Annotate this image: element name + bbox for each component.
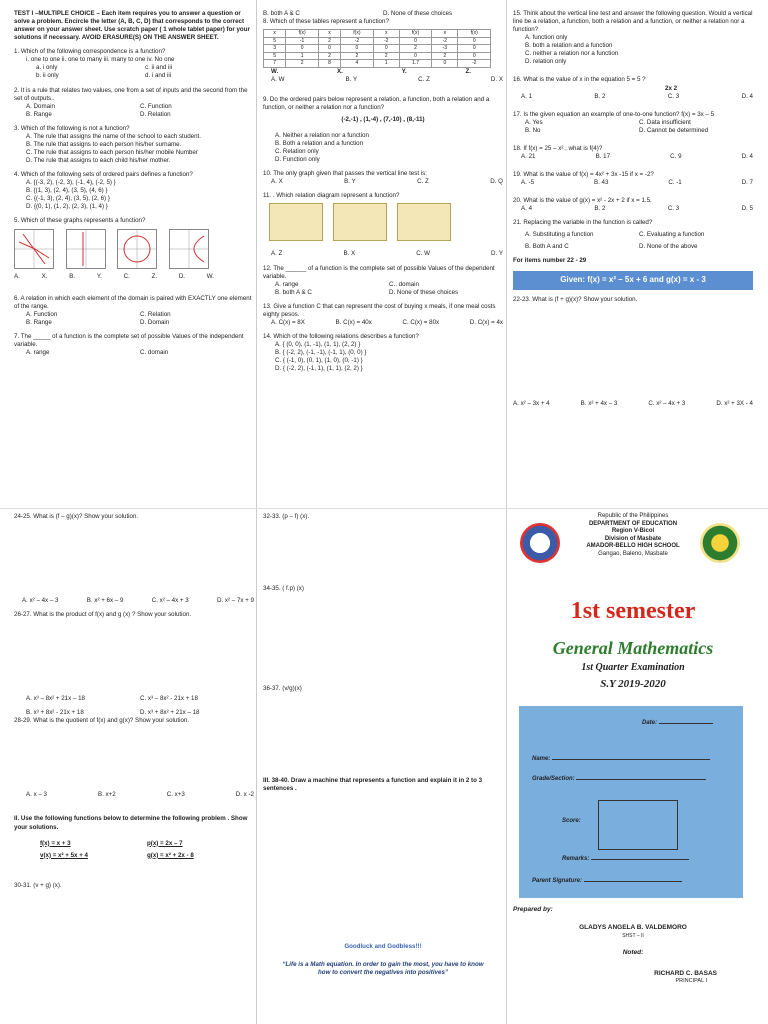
table-row xyxy=(264,52,491,60)
choice: A. range xyxy=(26,348,50,356)
choice: b. ii only xyxy=(36,72,59,80)
subject-title: General Mathematics xyxy=(552,638,714,658)
choice: C. W xyxy=(416,250,430,258)
question-34-35: 34-35. ( f.p) (x) xyxy=(263,585,304,593)
graph-w xyxy=(169,229,209,269)
choice: B. Both A and C xyxy=(525,243,569,251)
table-cell: 3 xyxy=(264,45,286,53)
header-republic: Republic of the Philippines xyxy=(597,513,669,519)
choice: B. Y xyxy=(345,75,358,83)
column-divider xyxy=(506,0,507,1024)
table-cell: 2 xyxy=(318,37,340,45)
choice: D. Function only xyxy=(275,156,320,164)
choice: D. relation only xyxy=(525,58,567,66)
table-cell: 2 xyxy=(286,60,319,68)
table-cell: 0 xyxy=(318,45,340,53)
prepared-by: Prepared by: xyxy=(513,906,553,913)
choice: C. The rule that assigns to each person his/her mobile Number xyxy=(26,148,198,156)
table-cell: 2 xyxy=(432,52,458,60)
choice: B. x² + 6x – 9 xyxy=(86,597,124,605)
remarks-field[interactable] xyxy=(562,856,689,862)
choice: C. neither a relation nor a function xyxy=(525,50,619,58)
question-11: 11. . Which relation diagram represent a function? xyxy=(263,192,400,200)
choice: A. x – 3 xyxy=(26,791,47,799)
choice: D. None of these choices xyxy=(389,288,459,296)
principal-position: PRINCIPAL I xyxy=(675,978,707,985)
parent-signature-label: Parent Signature: xyxy=(532,878,583,884)
question-28-29: 28-29. What is the quotient of f(x) and g(x)? Show your solution. xyxy=(14,717,190,725)
table-header: x xyxy=(264,30,286,38)
question-32-33: 32-33. (p – f) (x). xyxy=(263,513,310,520)
table-header: x xyxy=(318,30,340,38)
choice: D. 4 xyxy=(741,92,753,100)
header-address: Gangao, Baleno, Masbate xyxy=(598,550,668,557)
table-cell: 0 xyxy=(286,45,319,53)
table-cell: 2 xyxy=(399,45,432,53)
table-cell: 0 xyxy=(341,45,374,53)
function-g: g(x) = x² + 2x - 8 xyxy=(147,851,194,859)
graph-x xyxy=(14,229,54,269)
choice: d. i and iii xyxy=(145,72,172,80)
teacher-name: GLADYS ANGELA B. VALDEMORO xyxy=(579,924,687,932)
choice: B. No xyxy=(525,126,541,134)
date-label: Date: xyxy=(642,720,658,726)
exam-title: 1st Quarter Examination xyxy=(581,662,685,673)
graph-label: D. xyxy=(178,272,185,280)
semester-title: 1st semester xyxy=(570,598,696,624)
table-cell: 0 xyxy=(458,45,491,53)
question-12: 12. The ______ of a function is the complete set of possible Values of the dependent variable. xyxy=(263,264,495,280)
name-field[interactable] xyxy=(532,756,710,762)
question-16-denominator: 2x 2 xyxy=(665,84,678,92)
choice: D. 7 xyxy=(741,179,753,186)
column-divider xyxy=(256,0,257,1024)
choice: B. Both a relation and a function xyxy=(275,140,364,147)
table-label: Y. xyxy=(401,67,407,75)
choice: D. x -2 xyxy=(235,791,254,799)
graph-label: X. xyxy=(41,272,48,280)
table-cell: 8 xyxy=(318,60,340,68)
choice: A. range xyxy=(275,280,299,288)
table-header: f(x) xyxy=(458,30,491,38)
choice: B. 17 xyxy=(595,152,611,160)
choice: B. Range xyxy=(26,110,52,118)
column-1 xyxy=(14,10,254,357)
table-cell: 2 xyxy=(318,52,340,60)
choice: A. function only xyxy=(525,34,568,42)
choice: C. 3 xyxy=(667,92,680,100)
table-cell: 0 xyxy=(458,37,491,45)
choice: D. x² – 7x + 9 xyxy=(217,597,254,605)
parent-signature-field[interactable] xyxy=(532,878,682,884)
choice: A. C(x) = 8X xyxy=(271,318,305,326)
choice: c. ii and iii xyxy=(145,64,173,72)
school-seal-icon xyxy=(700,523,740,563)
table-cell: 1 xyxy=(373,60,399,68)
noted-by: Noted: xyxy=(622,949,644,957)
choice: C. Relation xyxy=(140,310,171,318)
graph-y xyxy=(66,229,106,269)
choice: C. x² – 4x + 3 xyxy=(151,597,189,605)
choice: C. Evaluating a function xyxy=(639,231,705,239)
choice: A. 1 xyxy=(521,92,533,100)
choice: B. 2 xyxy=(594,92,606,100)
choice: C. { (-1, 0), (0, 1), (1, 0), (0, -1) } xyxy=(275,357,363,365)
ordered-pairs: (-2,-1) , (1,-4) , (7,-10) , (8,-11) xyxy=(341,115,425,123)
choice: C. Function xyxy=(140,102,172,110)
table-header: f(x) xyxy=(286,30,319,38)
question-16: 16. What is the value of x in the equation 5 = 5 ? xyxy=(513,76,646,84)
question-19: 19. What is the value of f(x) = 4x² + 3x -15 if x = -2? xyxy=(513,170,654,178)
question-15: 15. Think about the vertical line test and answer the following question. Would a vertical line be a relation, a function, both a relation and a function, or neither a relation nor a function? xyxy=(513,10,753,34)
given-functions: Given: f(x) = x² – 5x + 6 and g(x) = x - 3 xyxy=(513,271,753,289)
choice: C. Data insufficient xyxy=(639,118,691,126)
table-header: f(x) xyxy=(341,30,374,38)
choice: A. 21 xyxy=(521,152,536,160)
choice: B. { (-2, 2), (-1, -1), (-1, 1), (0, 0) } xyxy=(275,349,367,357)
table-cell: 2 xyxy=(341,52,374,60)
choice: C. 3 xyxy=(667,205,680,213)
table-header: x xyxy=(373,30,399,38)
relation-diagram xyxy=(333,203,387,241)
graph-label: B. xyxy=(69,272,76,280)
choice: C. -1 xyxy=(668,179,682,186)
question-17: 17. Is the given equation an example of one-to-one function? f(x) = 3x – 5 xyxy=(513,110,715,118)
choice: B. {(1, 3), (2, 4), (3, 5), (4, 6) } xyxy=(26,187,108,195)
table-label: Z. xyxy=(465,67,471,75)
question-4: 4. Which of the following sets of ordered pairs defines a function? xyxy=(14,171,193,179)
graph-label: W. xyxy=(206,272,214,280)
table-row xyxy=(264,60,491,68)
table-row xyxy=(264,37,491,45)
table-row xyxy=(264,45,491,53)
choice: B. 2 xyxy=(594,205,606,213)
choice: D. x³ + 8x² + 21x – 18 xyxy=(140,709,200,717)
goodluck-text: Goodluck and Godbless!!! xyxy=(344,943,422,951)
table-cell: 5 xyxy=(264,52,286,60)
table-cell: 5 xyxy=(264,37,286,45)
table-cell: -2 xyxy=(432,37,458,45)
question-8: 8. Which of these tables represent a function? xyxy=(263,18,389,26)
question-5: 5. Which of these graphs represents a function? xyxy=(14,217,146,225)
graph-label: Z. xyxy=(151,272,158,280)
question-18: 18. If f(x) = 25 – x² , what is f(4)? xyxy=(513,144,603,152)
choice: A. x² – 4x – 3 xyxy=(22,597,59,605)
choice: B. both a relation and a function xyxy=(525,42,613,50)
choice: D. None of the above xyxy=(639,243,698,251)
choice: D. Cannot be determined xyxy=(639,126,709,134)
choice: B. x+2 xyxy=(97,791,116,799)
choice: D. 4 xyxy=(741,152,753,160)
choice: C. {(-1, 3), (2, 4), (3, 5), (2, 6) } xyxy=(26,195,110,203)
choice: C.. domain xyxy=(389,280,419,288)
column-3 xyxy=(513,10,753,408)
choice: B. x³ + 8x² - 21x + 18 xyxy=(26,709,84,717)
table-cell: 4 xyxy=(341,60,374,68)
choice: B. X xyxy=(343,250,356,258)
graph-z xyxy=(117,229,157,269)
choice: C. domain xyxy=(140,348,169,356)
table-cell: 1.7 xyxy=(399,60,432,68)
choice: D. Relation xyxy=(140,110,171,118)
table-header: f(x) xyxy=(399,30,432,38)
question-26-27: 26-27. What is the product of f(x) and g (x) ? Show your solution. xyxy=(14,611,192,619)
part-3-instructions: III. 38-40. Draw a machine that represents a function and explain it in 2 to 3 sentences . xyxy=(263,777,483,793)
question-20: 20. What is the value of g(x) = x² - 2x + 2 if x = 1.5. xyxy=(513,197,652,205)
function-tables xyxy=(263,29,491,68)
choice: A. Domain xyxy=(26,102,55,110)
choice: C. 9 xyxy=(670,152,682,160)
remarks-label: Remarks: xyxy=(562,856,590,862)
header-school: AMADOR-BELLO HIGH SCHOOL xyxy=(586,543,680,549)
choice: A. -5 xyxy=(521,179,535,186)
table-cell: -3 xyxy=(432,45,458,53)
table-cell: 0 xyxy=(432,60,458,68)
table-cell: 0 xyxy=(373,45,399,53)
principal-name: RICHARD C. BASAS xyxy=(654,969,717,977)
choice: D. {(0, 1), (1, 2), (2, 3), (1, 4) } xyxy=(26,203,108,211)
table-cell: 0 xyxy=(399,52,432,60)
header-region: Region V-Bicol xyxy=(611,528,655,534)
question-21: 21. Replacing the variable in the function is called? xyxy=(513,219,653,227)
question-24-25: 24-25. What is (f – g)(x)? Show your solution. xyxy=(14,513,139,520)
table-cell: -1 xyxy=(286,37,319,45)
choice: D. The rule that assigns to each child his/her mother. xyxy=(26,157,171,164)
relation-diagram xyxy=(269,203,323,241)
table-cell: 1 xyxy=(286,52,319,60)
signatories xyxy=(513,906,753,985)
header-division: Division of Masbate xyxy=(604,535,662,542)
choice: C. x² – 4x + 3 xyxy=(648,399,686,407)
choice: A. {(-3, 2), (-2, 3), (-1, 4), (-2, 5) } xyxy=(26,179,116,187)
choice: B. both A & C xyxy=(275,288,312,296)
choice: A. W xyxy=(271,75,285,83)
grade-section-field[interactable] xyxy=(532,776,706,782)
choice: B. both A & C xyxy=(263,10,300,17)
choice: D. Y xyxy=(491,250,503,258)
question-22-23: 22-23. What is (f + g)(x)? Show your solution. xyxy=(513,295,638,303)
graph-label: A. xyxy=(14,272,20,280)
choice: B. Range xyxy=(26,318,52,326)
column-2 xyxy=(263,10,503,373)
table-header: x xyxy=(432,30,458,38)
choice: D. 5 xyxy=(741,205,753,213)
table-cell: 0 xyxy=(458,52,491,60)
choice: B. 43 xyxy=(593,179,609,186)
table-cell: 0 xyxy=(399,37,432,45)
choice: D. Domain xyxy=(140,318,170,326)
choice: C. x+3 xyxy=(166,791,185,799)
choice: C. C(x) = 80x xyxy=(402,318,440,326)
question-6: 6. A relation in which each element of the domain is paired with EXACTLY one element of the range. xyxy=(14,294,252,310)
choice: A. Yes xyxy=(525,118,543,126)
graph-label: C. xyxy=(123,272,130,280)
question-36-37: 36-37. (v/g)(x) xyxy=(263,685,302,693)
choice: A. 4 xyxy=(521,205,533,213)
table-cell: -2 xyxy=(458,60,491,68)
choice: A. x³ – 8x² + 21x – 18 xyxy=(26,695,85,703)
choice: C. Z xyxy=(418,75,430,83)
header-deped: DEPARTMENT OF EDUCATION xyxy=(588,520,678,527)
table-label: W. xyxy=(271,67,279,75)
choice: D. { (-2, 2), (-1, 1), (1, 1), (2, 2) } xyxy=(275,365,363,373)
function-v: v(x) = x² + 5x + 4 xyxy=(40,851,88,859)
choice: D. x² + 3X - 4 xyxy=(716,399,753,407)
question-2: 2. It is a rule that relates two values, one from a set of inputs and the second from the set of outputs.. xyxy=(14,86,248,102)
choice: C. Z xyxy=(417,178,429,186)
choice: A. X xyxy=(271,178,283,186)
choice: D. X xyxy=(490,75,503,83)
table-cell: -2 xyxy=(341,37,374,45)
table-cell: 2 xyxy=(373,52,399,60)
choice: A. The rule that assigns the name of the school to each student. xyxy=(26,132,201,140)
question-14: 14. Which of the following relations describes a function? xyxy=(263,332,419,340)
choice: A. Z xyxy=(271,250,283,258)
name-label: Name: xyxy=(532,756,551,762)
deped-seal-icon xyxy=(520,523,560,563)
question-7: 7. The _____ of a function is the complete set of possible Values of the independent variable. xyxy=(14,332,244,348)
choice: B. Y xyxy=(344,178,356,186)
page-divider xyxy=(0,508,768,509)
question-9: 9. Do the ordered pairs below represent a relation, a function, both a relation and a function, or neither a relation nor a function? xyxy=(263,95,490,111)
choice: B. x² + 4x – 3 xyxy=(580,399,618,407)
table-cell: 7 xyxy=(264,60,286,68)
score-label: Score: xyxy=(562,818,581,824)
graph-label: Y. xyxy=(96,272,102,280)
items-heading: For items number 22 - 29 xyxy=(513,257,587,265)
choice: a. i only xyxy=(36,64,58,72)
choice: A. Substituting a function xyxy=(525,231,594,239)
choice: A. Neither a relation nor a function xyxy=(275,131,369,139)
choice: C. Relation only xyxy=(275,148,319,156)
date-field[interactable] xyxy=(642,720,713,726)
question-13: 13. Give a function C that can represent the cost of buying x meals, if one meal costs eighty pesos. xyxy=(263,302,496,318)
choice: B. C(x) = 40x xyxy=(335,318,372,326)
choice: B. The rule that assigns to each person his/her surname. xyxy=(26,140,182,148)
teacher-position: SHST – II xyxy=(622,932,644,939)
question-1: 1. Which of the following correspondence is a function? xyxy=(14,48,166,56)
question-30-31: 30-31. (v + g) (x). xyxy=(14,881,62,889)
grade-label: Grade/Section: xyxy=(532,776,575,782)
part-2-instructions: II. Use the following functions below to determine the following problem . Show your solutions. xyxy=(14,815,248,831)
question-3: 3. Which of the following is not a function? xyxy=(14,124,130,132)
quote: “Life is a Math equation. In order to gain the most, you have to know how to convert the negatives into positives” xyxy=(282,961,484,977)
table-cell: -2 xyxy=(373,37,399,45)
function-p: p(x) = 2x – 7 xyxy=(147,839,183,847)
choice: D. Q xyxy=(490,178,503,186)
choice: C. x³ – 8x² - 21x + 18 xyxy=(140,695,198,703)
choice: D. None of these choices xyxy=(383,10,453,17)
question-1-items: i. one to one ii. one to many iii. many to one iv. No one xyxy=(26,56,175,64)
relation-diagram xyxy=(397,203,451,241)
choice: A. x² – 3x + 4 xyxy=(513,399,550,407)
table-label: X. xyxy=(336,67,343,75)
column-4 xyxy=(14,513,254,890)
choice: A. Function xyxy=(26,310,58,318)
function-f: f(x) = x + 3 xyxy=(40,839,71,847)
score-box[interactable] xyxy=(598,800,678,850)
school-year: S.Y 2019-2020 xyxy=(600,678,666,690)
choice: A. { (0, 0), (1, -1), (1, 1), (2, 2) } xyxy=(275,341,361,348)
question-10: 10. The only graph given that passes the vertical line test is: xyxy=(263,170,427,178)
choice: D. C(x) = 4x xyxy=(469,318,503,326)
column-5 xyxy=(263,513,503,978)
test-instructions: TEST I –MULTIPLE CHOICE – Each item requires you to answer a question or solve a problem. Encircle the letter (A, B, C, D) that corresponds to the correct answer on your answer sheet. Use scratch paper ( 1 whole tablet paper) for your solutions if necessary. AVOID ERASURE(S) ON THE ANSWER SHEET. xyxy=(14,10,250,42)
